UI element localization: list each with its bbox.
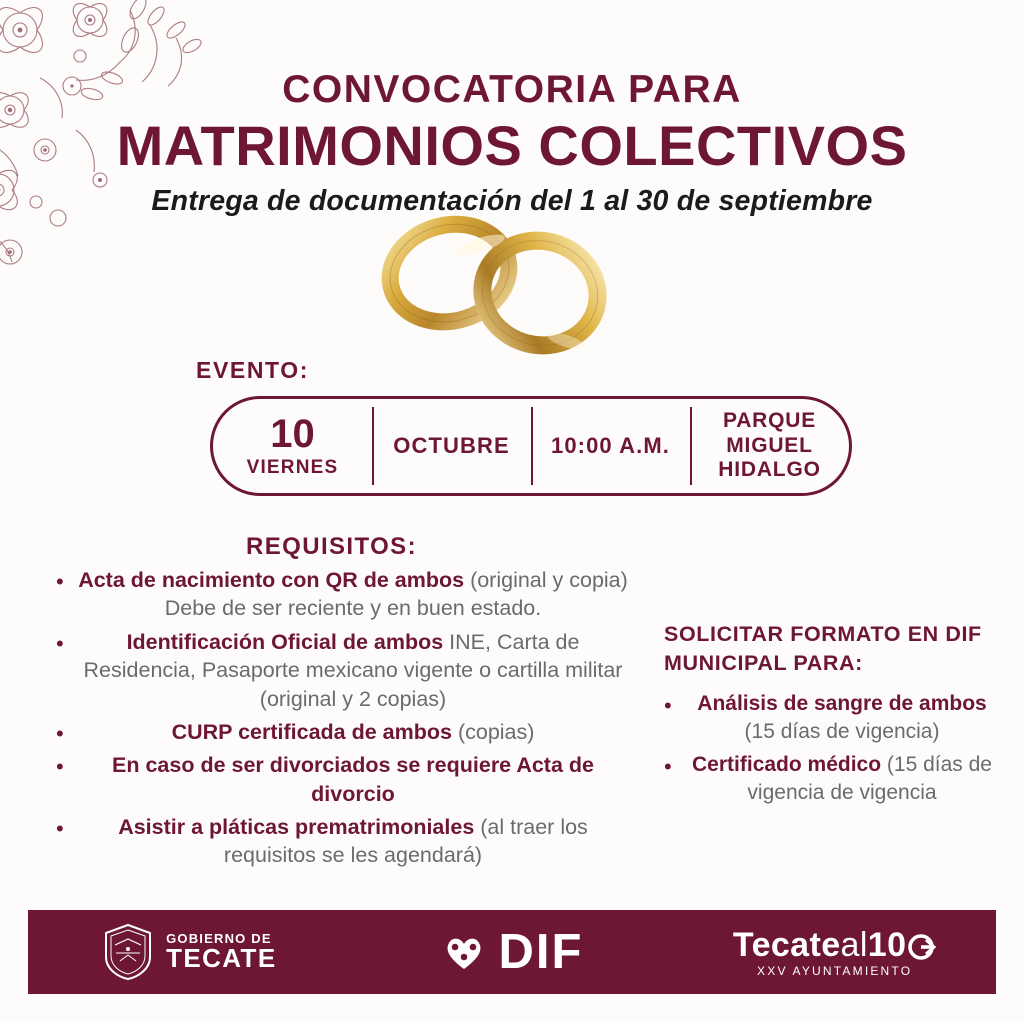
- footer-bar: [28, 910, 996, 994]
- list-item: [36, 566, 636, 623]
- list-item-rest: (al traer los requisitos se les agendará): [223, 815, 588, 868]
- list-item-strong: Asistir a pláticas prematrimoniales: [118, 815, 475, 839]
- tecate-al-100-text: [732, 925, 937, 964]
- event-place: PARQUE MIGUEL HIDALGO: [718, 408, 821, 482]
- tecate-coat-of-arms-icon: [102, 923, 154, 981]
- bullet-icon: •: [56, 630, 64, 656]
- event-day-name: VIERNES: [246, 456, 339, 478]
- tecate-subtitle: XXV AYUNTAMIENTO: [757, 963, 913, 978]
- list-item-strong: Acta de nacimiento con QR de ambos: [78, 568, 465, 592]
- bullet-icon: •: [56, 816, 64, 841]
- bullet-icon: •: [56, 720, 64, 746]
- event-month-cell: [372, 399, 531, 493]
- page-title: [0, 70, 1024, 218]
- list-item-rest: (copias): [457, 719, 535, 744]
- list-item-strong: Certificado médico: [692, 753, 882, 777]
- gobierno-text: [166, 932, 276, 973]
- list-item-rest: (15 días de vigencia: [747, 753, 992, 805]
- list-item-strong: CURP certificada de ambos: [171, 719, 452, 744]
- title-subtitle: Entrega de documentación del 1 al 30 de septiembre: [151, 184, 873, 217]
- wedding-rings-image: [330, 215, 670, 365]
- list-item-strong: En caso de ser divorciados se requiere Acta de divorcio: [112, 753, 594, 806]
- title-line-2: MATRIMONIOS COLECTIVOS: [116, 113, 908, 177]
- event-date-cell: [213, 399, 372, 493]
- event-details-box: [210, 396, 852, 496]
- request-format-list: [652, 690, 1002, 813]
- list-item-strong: Identificación Oficial de ambos: [126, 629, 444, 654]
- list-item-rest: (15 días de vigencia): [744, 719, 940, 743]
- bullet-icon: •: [664, 754, 672, 780]
- title-line-1: CONVOCATORIA PARA: [282, 68, 742, 111]
- tecate-word: Tecate: [732, 925, 841, 964]
- zero-digit: 0: [887, 925, 907, 964]
- gobierno-small-label: GOBIERNO DE: [166, 930, 272, 946]
- list-item-strong: Análisis de sangre de ambos: [697, 692, 987, 715]
- request-format-title: SOLICITAR FORMATO EN DIF MUNICIPAL PARA:: [664, 622, 982, 676]
- event-month: OCTUBRE: [393, 433, 510, 458]
- al-word: al: [840, 925, 868, 964]
- list-item: [36, 718, 636, 746]
- event-label: EVENTO:: [196, 357, 310, 383]
- requirements-list: [36, 566, 636, 875]
- list-item: [36, 628, 636, 713]
- bullet-icon: •: [56, 569, 64, 594]
- gobierno-big-label: TECATE: [166, 943, 277, 974]
- event-time: 10:00 A.M.: [550, 433, 670, 458]
- one-digit: 1: [867, 925, 888, 964]
- dif-heart-icon: [441, 929, 487, 975]
- list-item: [652, 690, 1002, 745]
- list-item: [652, 751, 1002, 806]
- footer-gobierno-logo: [28, 923, 351, 981]
- list-item: [36, 751, 636, 808]
- requirements-title: REQUISITOS:: [246, 533, 417, 560]
- tecate-al-100-wrap: [732, 925, 937, 978]
- dif-label: DIF: [498, 925, 584, 979]
- bullet-icon: •: [664, 693, 672, 718]
- list-item: [36, 813, 636, 870]
- bullet-icon: •: [56, 754, 64, 780]
- event-day-number: 10: [270, 411, 315, 456]
- event-place-cell: [690, 399, 849, 493]
- footer-dif-logo: [351, 924, 674, 980]
- list-item-rest: INE, Carta de Residencia, Pasaporte mexicano vigente o cartilla militar (original y 2 copias): [83, 629, 623, 711]
- hundred-mark-icon: [906, 928, 936, 962]
- list-item-rest: (original y copia) Debe de ser reciente y en buen estado.: [164, 568, 628, 621]
- list-item-rest-2: de vigencia: [830, 781, 937, 805]
- event-time-cell: [531, 399, 690, 493]
- footer-tecate-al-100-logo: [673, 925, 996, 978]
